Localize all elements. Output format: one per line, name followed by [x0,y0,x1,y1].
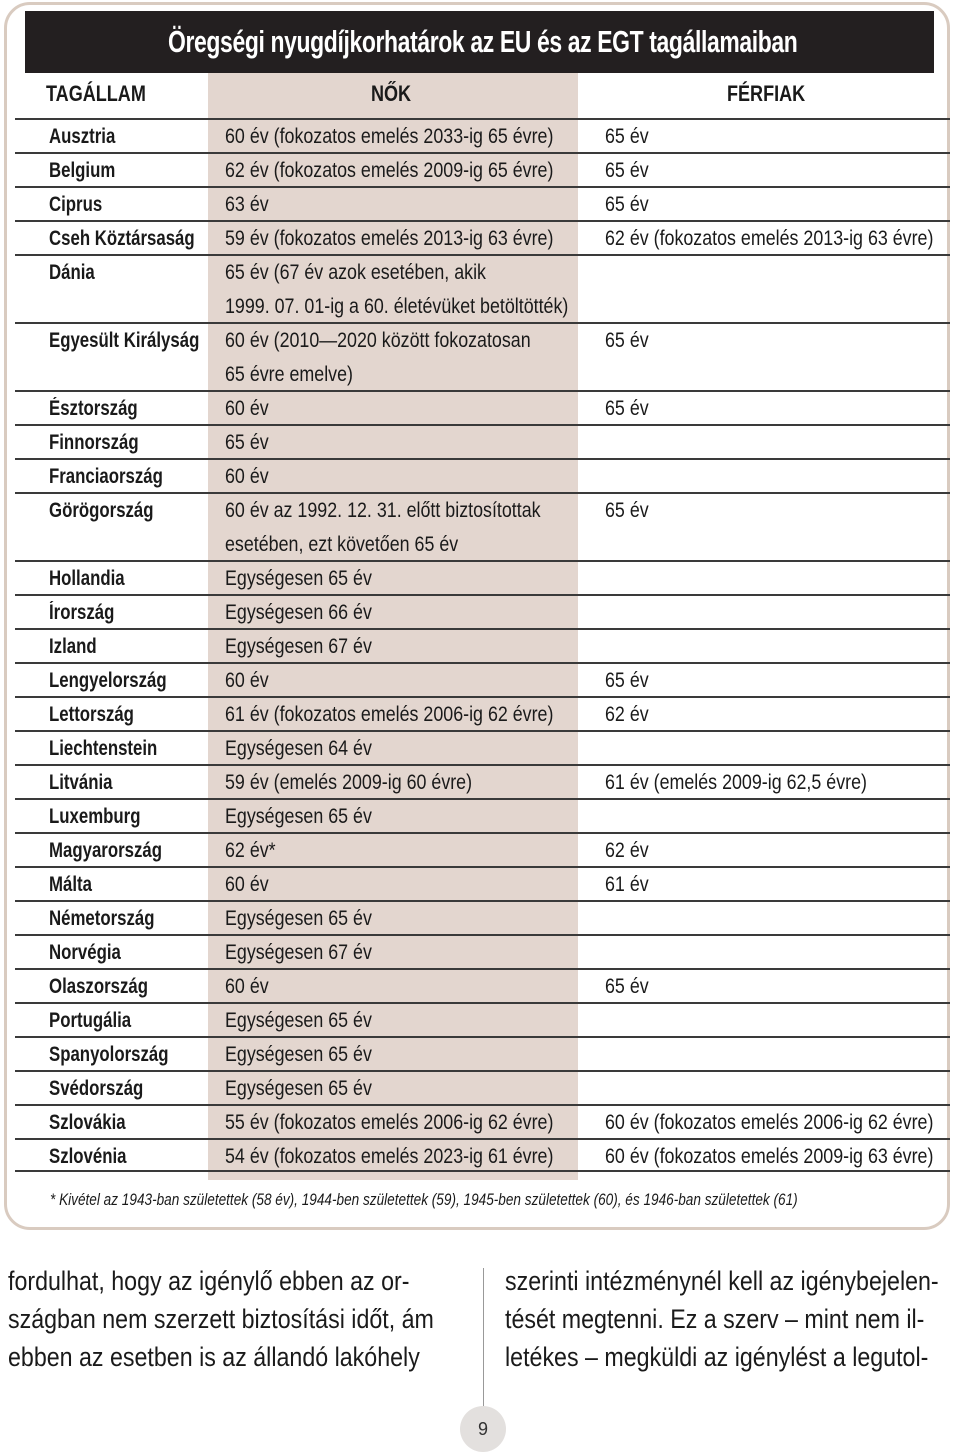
women-age-cell: 59 év (fokozatos emelés 2013-ig 63 évre) [225,227,554,250]
country-cell: Egyesült Királyság [49,329,200,352]
women-age-cell: 60 év [225,465,269,488]
men-age-cell: 65 év [605,499,649,522]
table-row [15,118,950,152]
country-cell: Portugália [49,1009,132,1032]
table-row [15,560,950,594]
pension-age-table [15,118,950,1172]
header-men: FÉRFIAK [727,81,806,106]
women-age-cell: Egységesen 64 év [225,737,372,760]
men-age-cell: 62 év [605,703,649,726]
men-age-cell: 62 év [605,839,649,862]
women-age-cell: 60 év (fokozatos emelés 2033-ig 65 évre) [225,125,554,148]
table-row [15,628,950,662]
body-column-left [8,1262,503,1376]
men-age-cell: 61 év [605,873,649,896]
men-age-cell: 65 év [605,329,649,352]
women-age-cell: 60 év [225,975,269,998]
country-cell: Németország [49,907,155,930]
header-country: TAGÁLLAM [46,81,146,106]
country-cell: Finnország [49,431,139,454]
women-age-cell: 65 év (67 év azok esetében, akik 1999. 07. 01-ig a 60. életévüket betöltötték) [225,261,569,318]
table-row [15,1002,950,1036]
men-age-cell: 65 év [605,397,649,420]
women-age-cell: 60 év (2010—2020 között fokozatosan 65 évre emelve) [225,329,531,386]
women-age-cell: Egységesen 66 év [225,601,372,624]
women-age-cell: 61 év (fokozatos emelés 2006-ig 62 évre) [225,703,554,726]
table-row [15,934,950,968]
women-age-cell: 60 év [225,397,269,420]
men-age-cell: 60 év (fokozatos emelés 2006-ig 62 évre) [605,1111,934,1134]
women-age-cell: Egységesen 65 év [225,1009,372,1032]
table-row [15,968,950,1002]
country-cell: Lettország [49,703,134,726]
country-cell: Málta [49,873,92,896]
table-row [15,152,950,186]
women-age-cell: Egységesen 65 év [225,805,372,828]
table-row [15,900,950,934]
table-row [15,492,950,560]
table-row [15,798,950,832]
women-age-cell: Egységesen 65 év [225,907,372,930]
country-cell: Szlovénia [49,1145,127,1168]
table-row [15,832,950,866]
women-age-cell: Egységesen 65 év [225,1077,372,1100]
country-cell: Írország [49,601,115,624]
table-row [15,458,950,492]
body-line: szágban nem szerzett biztosítási időt, ám [8,1304,434,1334]
women-age-cell: 60 év [225,669,269,692]
body-line: szerinti intézménynél kell az igénybejelen- [505,1266,939,1296]
table-title: Öregségi nyugdíjkorhatárok az EU és az EGT tagállamaiban [168,24,798,59]
body-line: letékes – megküldi az igénylést a legutol- [505,1342,929,1372]
table-title-bar [25,11,934,73]
women-age-cell: Egységesen 65 év [225,567,372,590]
women-age-cell: 60 év az 1992. 12. 31. előtt biztosítottak esetében, ezt követően 65 év [225,499,541,556]
country-cell: Hollandia [49,567,125,590]
column-divider [483,1268,484,1408]
country-cell: Svédország [49,1077,144,1100]
women-age-cell: 55 év (fokozatos emelés 2006-ig 62 évre) [225,1111,554,1134]
country-cell: Dánia [49,261,95,284]
body-line: tését megtenni. Ez a szerv – mint nem il- [505,1304,925,1334]
women-age-cell: Egységesen 67 év [225,635,372,658]
country-cell: Szlovákia [49,1111,126,1134]
footnote: * Kivétel az 1943-ban születettek (58 év), 1944-ben születettek (59), 1945-ben születettek (60), és 1946-ban születettek (61) [50,1190,798,1209]
men-age-cell: 62 év (fokozatos emelés 2013-ig 63 évre) [605,227,934,250]
body-line: fordulhat, hogy az igénylő ebben az or- [8,1266,410,1296]
women-age-cell: 63 év [225,193,269,216]
country-cell: Ausztria [49,125,116,148]
body-column-right [505,1262,960,1376]
men-age-cell: 65 év [605,669,649,692]
women-age-cell: 62 év* [225,839,276,862]
country-cell: Észtország [49,397,138,420]
table-row [15,662,950,696]
table-row [15,1070,950,1104]
women-age-cell: Egységesen 65 év [225,1043,372,1066]
country-cell: Ciprus [49,193,103,216]
women-age-cell: Egységesen 67 év [225,941,372,964]
country-cell: Izland [49,635,97,658]
country-cell: Norvégia [49,941,121,964]
country-cell: Spanyolország [49,1043,169,1066]
country-cell: Franciaország [49,465,163,488]
country-cell: Lengyelország [49,669,167,692]
women-age-cell: 62 év (fokozatos emelés 2009-ig 65 évre) [225,159,554,182]
men-age-cell: 65 év [605,159,649,182]
table-row [15,696,950,730]
country-cell: Olaszország [49,975,148,998]
country-cell: Görögország [49,499,154,522]
table-row [15,594,950,628]
table-row [15,1138,950,1172]
men-age-cell: 65 év [605,193,649,216]
women-age-cell: 59 év (emelés 2009-ig 60 évre) [225,771,473,794]
men-age-cell: 65 év [605,125,649,148]
women-age-cell: 65 év [225,431,269,454]
table-row [15,866,950,900]
men-age-cell: 60 év (fokozatos emelés 2009-ig 63 évre) [605,1145,934,1168]
page-number: 9 [460,1406,506,1452]
table-row [15,186,950,220]
body-line: ebben az esetben is az állandó lakóhely [8,1342,420,1372]
table-row [15,1036,950,1070]
country-cell: Liechtenstein [49,737,158,760]
country-cell: Litvánia [49,771,113,794]
table-row [15,1104,950,1138]
table-row [15,730,950,764]
header-women: NŐK [371,81,412,106]
table-row [15,390,950,424]
men-age-cell: 65 év [605,975,649,998]
men-age-cell: 61 év (emelés 2009-ig 62,5 évre) [605,771,867,794]
women-age-cell: 60 év [225,873,269,896]
table-row [15,424,950,458]
table-row [15,220,950,254]
table-row [15,254,950,322]
country-cell: Luxemburg [49,805,141,828]
country-cell: Magyarország [49,839,162,862]
table-row [15,764,950,798]
country-cell: Cseh Köztársaság [49,227,195,250]
country-cell: Belgium [49,159,116,182]
women-age-cell: 54 év (fokozatos emelés 2023-ig 61 évre) [225,1145,554,1168]
table-row [15,322,950,390]
